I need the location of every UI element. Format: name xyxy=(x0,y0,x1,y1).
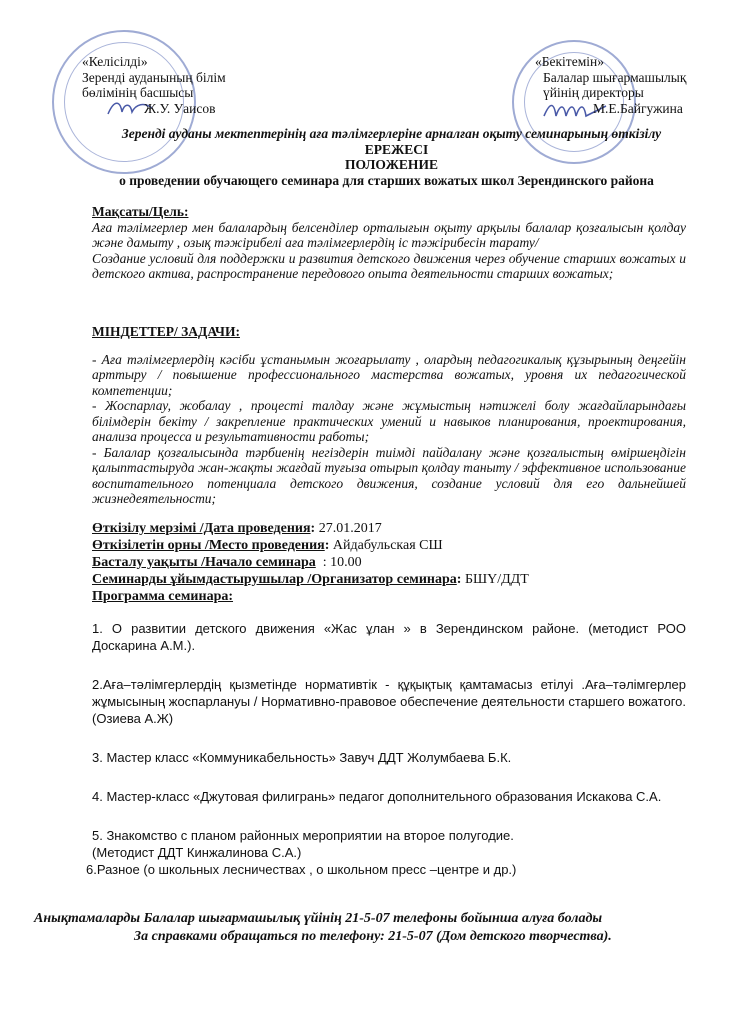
approval-right-signer: М.Е.Байгужина xyxy=(593,100,683,116)
header-title-ru: о проведении обучающего семинара для старших вожатых школ Зерендинского района xyxy=(119,172,654,188)
date-row: Өткізілу мерзімі /Дата проведения: 27.01.2017 xyxy=(92,521,382,536)
org-value: БШҮ/ДДТ xyxy=(464,572,529,587)
approval-right-line2: үйінің директоры xyxy=(543,85,644,100)
program-item-3: 3. Мастер класс «Коммуникабельность» Завуч ДДТ Жолумбаева Б.К. xyxy=(92,750,512,765)
approval-left-line1: Зеренді ауданының білім xyxy=(82,69,226,85)
org-row: Семинарды ұйымдастырушылар /Организатор семинара: БШҮ/ДДТ xyxy=(92,572,529,587)
task-item-1: - Аға тәлімгерлердің кәсіби ұстанымын жоғарылату , олардың педагогикалық құзырының деңгейін арттыру / повышение профессионального мастерства вожатых, уровня их педагогической компетенции; xyxy=(92,351,686,398)
approval-left-line2: бөлімінің басшысы xyxy=(82,85,194,100)
approval-right-line1: Балалар шығармашылық xyxy=(543,69,687,85)
program-item-1: 1. О развитии детского движения «Жас ұлан » в Зерендинском районе. (методист РОО Доскарина А.М.). xyxy=(92,621,686,653)
header-ereje: ЕРЕЖЕСІ xyxy=(364,141,429,157)
program-item-5b: (Методист ДДТ Кинжалинова С.А.) xyxy=(92,845,302,860)
goal-section xyxy=(92,204,686,282)
goal-text-ru: Создание условий для поддержки и развития детского движения через обучение старших вожатых и детского актива, распространение передового опыта деятельности старших вожатых; xyxy=(92,250,686,281)
approval-left xyxy=(82,54,226,116)
org-label: Семинарды ұйымдастырушылар /Организатор семинара xyxy=(92,572,457,587)
goal-text-kz: Аға тәлімгерлер мен балалардың белсенділер орталығын оқыту арқылы балалар қозғалысын қолдау және дамыту , озық тәжірибелі аға тәлімгерлердің іс тәжірибесін тарату/ xyxy=(92,219,686,250)
date-value: 27.01.2017 xyxy=(318,521,382,536)
place-value: Айдабульская СШ xyxy=(332,538,443,553)
approval-left-label: «Келісілді» xyxy=(82,54,148,69)
program-item-4: 4. Мастер-класс «Джутовая филигрань» педагог дополнительного образования Искакова С.А. xyxy=(92,789,662,804)
footer xyxy=(0,910,743,946)
start-value: : 10.00 xyxy=(322,555,362,570)
task-item-2: - Жоспарлау, жобалау , процесті талдау және жұмыстың нәтижелі болу жағдайларындағы білімдерін бекіту / закрепление практических умений и навыков планирования, проектирования, анализа процесса и результативности работы; xyxy=(92,398,686,444)
footer-ru: За справками обращаться по телефону: 21-5-07 (Дом детского творчества). xyxy=(134,929,612,944)
place-row: Өткізілетін орны /Место проведения: Айдабульская СШ xyxy=(92,538,443,553)
approval-left-signer: Ж.У. Уаисов xyxy=(144,100,216,116)
info-section xyxy=(92,520,686,605)
tasks-section xyxy=(92,324,686,507)
program-item-5a: 5. Знакомство с планом районных мероприятии на второе полугодие. xyxy=(92,828,514,843)
tasks-heading: МІНДЕТТЕР/ ЗАДАЧИ: xyxy=(92,324,240,339)
program-section xyxy=(86,620,686,878)
approval-right-label: «Бекітемін» xyxy=(535,54,604,69)
program-item-2: 2.Аға–тәлімгерлердің қызметінде нормативтік - құқықтық қамтамасыз етілуі .Аға–тәлімгерлер жұмысының жоспарлануы / Нормативно-правовое обеспечение деятельности старшего вожатого. (Озиева А.Ж) xyxy=(92,677,686,726)
task-item-3: - Балалар қозғалысында тәрбиенің негіздерін тиімді пайдалану және қозғалыстың өміршеңдігін қалыптастыруда жан-жақты жағдай туғыза отырып қолдау таныту / эффективное использование воспитательного потенциала детского движения, создание условий для его дальнейшей жизнедеятельности; xyxy=(92,444,686,506)
start-label: Басталу уақыты /Начало семинара xyxy=(92,555,316,570)
header-polozhenie: ПОЛОЖЕНИЕ xyxy=(345,157,438,172)
start-row xyxy=(92,554,686,571)
program-heading: Программа семинара: xyxy=(92,589,234,604)
program-item-6: 6.Разное (о школьных лесничествах , о школьном пресс –центре и др.) xyxy=(86,862,517,877)
date-label: Өткізілу мерзімі /Дата проведения xyxy=(92,521,311,536)
document-header xyxy=(0,126,743,188)
approval-right xyxy=(535,54,686,116)
footer-kz: Анықтамаларды Балалар шығармашылық үйінің 21-5-07 телефоны бойынша алуға болады xyxy=(34,911,603,926)
goal-heading: Мақсаты/Цель: xyxy=(92,204,189,219)
place-label: Өткізілетін орны /Место проведения xyxy=(92,538,325,553)
header-title-kz: Зеренді ауданы мектептерінің аға тәлімгерлеріне арналған оқыту семинарының өткізілу xyxy=(121,126,662,141)
